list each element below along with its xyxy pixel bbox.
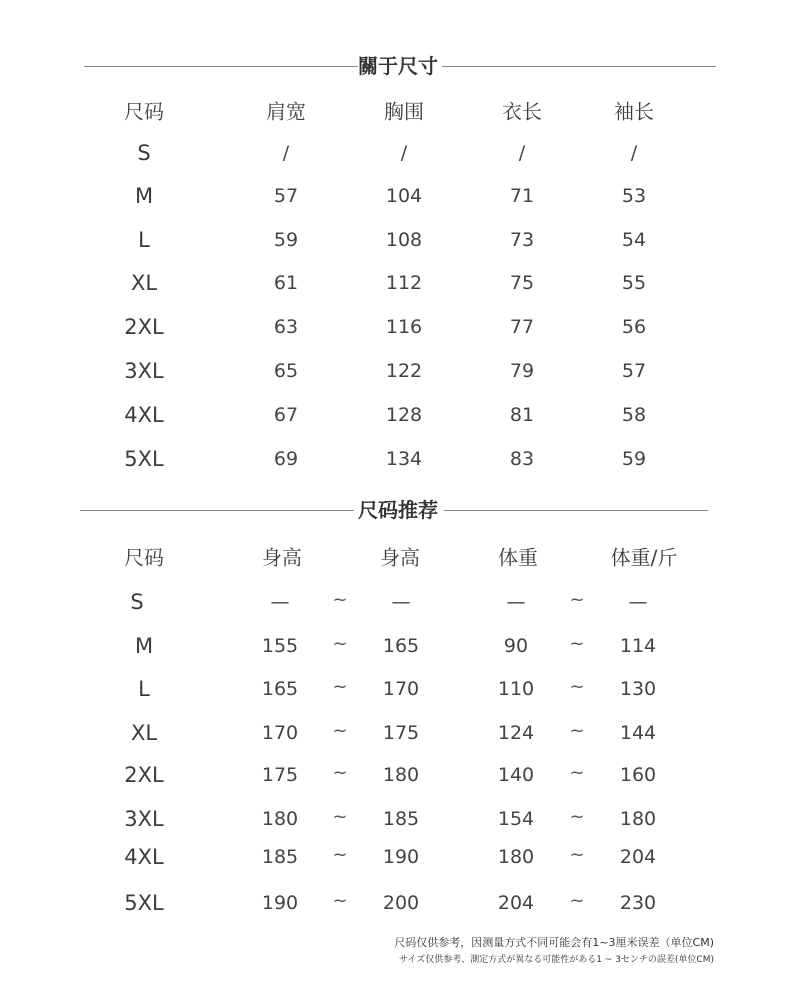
header-chest: 胸围 (384, 99, 424, 124)
height-max-value: 185 (382, 808, 420, 830)
size-recommendation-title: 尺码推荐 (358, 498, 438, 522)
size-recommendation-header (80, 495, 716, 525)
range-separator: ~ (332, 762, 348, 784)
size-label: 5XL (124, 447, 164, 471)
size-label: M (134, 184, 154, 208)
range-separator: ~ (332, 676, 348, 698)
header-size: 尺码 (124, 99, 164, 124)
range-separator: ~ (569, 676, 585, 698)
header-length: 衣长 (502, 99, 542, 124)
chest-value: 122 (385, 360, 423, 382)
size-label: S (130, 590, 144, 614)
weight-max-value: 160 (619, 764, 657, 786)
size-label: 5XL (124, 891, 164, 915)
sleeve-value: 54 (621, 229, 647, 251)
size-label: M (134, 634, 154, 658)
length-value: 83 (509, 448, 535, 470)
height-max-value: 200 (382, 892, 420, 914)
weight-max-value: — (628, 591, 648, 613)
header-height-min: 身高 (262, 545, 302, 570)
weight-min-value: 204 (497, 892, 535, 914)
size-label: 4XL (124, 403, 164, 427)
footnote-chinese: 尺码仅供参考，因测量方式不同可能会有1~3厘米误差（单位CM) (394, 936, 714, 949)
range-separator: ~ (569, 762, 585, 784)
length-value: 71 (509, 185, 535, 207)
size-label: 3XL (124, 807, 164, 831)
length-value: 79 (509, 360, 535, 382)
weight-max-value: 180 (619, 808, 657, 830)
length-value: 73 (509, 229, 535, 251)
sleeve-value: 57 (621, 360, 647, 382)
weight-max-value: 144 (619, 722, 657, 744)
height-min-value: 165 (261, 678, 299, 700)
length-value: 77 (509, 316, 535, 338)
shoulder-value: / (282, 142, 290, 164)
weight-max-value: 114 (619, 635, 657, 657)
weight-min-value: 154 (497, 808, 535, 830)
sleeve-value: 56 (621, 316, 647, 338)
shoulder-value: 61 (273, 272, 299, 294)
length-value: 75 (509, 272, 535, 294)
height-min-value: 170 (261, 722, 299, 744)
size-label: 3XL (124, 359, 164, 383)
chest-value: 116 (385, 316, 423, 338)
height-min-value: 175 (261, 764, 299, 786)
shoulder-value: 63 (273, 316, 299, 338)
sleeve-value: 55 (621, 272, 647, 294)
height-min-value: 190 (261, 892, 299, 914)
weight-min-value: 110 (497, 678, 535, 700)
header-sleeve: 袖长 (614, 99, 654, 124)
height-min-value: 155 (261, 635, 299, 657)
sleeve-value: 58 (621, 404, 647, 426)
weight-min-value: — (506, 591, 526, 613)
header-size: 尺码 (124, 545, 164, 570)
sleeve-value: / (630, 142, 638, 164)
size-label: 2XL (124, 763, 164, 787)
header-shoulder: 肩宽 (266, 99, 306, 124)
weight-min-value: 140 (497, 764, 535, 786)
weight-min-value: 90 (503, 635, 529, 657)
weight-max-value: 204 (619, 846, 657, 868)
header-height-max: 身高 (380, 545, 420, 570)
shoulder-value: 57 (273, 185, 299, 207)
header-weight-jin: 体重/斤 (610, 545, 678, 570)
size-label: XL (130, 721, 158, 745)
size-label: L (138, 228, 150, 252)
size-label: S (137, 141, 151, 165)
shoulder-value: 69 (273, 448, 299, 470)
height-min-value: 180 (261, 808, 299, 830)
range-separator: ~ (569, 844, 585, 866)
sleeve-value: 53 (621, 185, 647, 207)
range-separator: ~ (569, 720, 585, 742)
height-max-value: 175 (382, 722, 420, 744)
weight-min-value: 124 (497, 722, 535, 744)
height-min-value: — (270, 591, 290, 613)
height-max-value: 190 (382, 846, 420, 868)
chest-value: 104 (385, 185, 423, 207)
chest-value: 112 (385, 272, 423, 294)
chest-value: 128 (385, 404, 423, 426)
range-separator: ~ (332, 720, 348, 742)
range-separator: ~ (569, 633, 585, 655)
range-separator: ~ (332, 890, 348, 912)
height-max-value: — (391, 591, 411, 613)
range-separator: ~ (332, 806, 348, 828)
range-separator: ~ (569, 589, 585, 611)
size-chart-header (80, 51, 716, 81)
height-max-value: 170 (382, 678, 420, 700)
range-separator: ~ (332, 633, 348, 655)
range-separator: ~ (569, 890, 585, 912)
height-min-value: 185 (261, 846, 299, 868)
footnote-japanese: サイズ仅供参考、測定方式が異なる可能性がある1 ~ 3センチの誤差(单位CM) (398, 955, 714, 965)
size-label: L (138, 677, 150, 701)
height-max-value: 180 (382, 764, 420, 786)
weight-max-value: 230 (619, 892, 657, 914)
range-separator: ~ (332, 844, 348, 866)
height-max-value: 165 (382, 635, 420, 657)
length-value: / (518, 142, 526, 164)
size-label: XL (130, 271, 158, 295)
shoulder-value: 65 (273, 360, 299, 382)
header-weight: 体重 (498, 545, 538, 570)
chest-value: 134 (385, 448, 423, 470)
chest-value: 108 (385, 229, 423, 251)
shoulder-value: 67 (273, 404, 299, 426)
chest-value: / (400, 142, 408, 164)
sleeve-value: 59 (621, 448, 647, 470)
weight-min-value: 180 (497, 846, 535, 868)
length-value: 81 (509, 404, 535, 426)
shoulder-value: 59 (273, 229, 299, 251)
size-label: 2XL (124, 315, 164, 339)
size-chart-title: 關于尺寸 (358, 54, 438, 78)
size-label: 4XL (124, 845, 164, 869)
range-separator: ~ (332, 589, 348, 611)
weight-max-value: 130 (619, 678, 657, 700)
range-separator: ~ (569, 806, 585, 828)
